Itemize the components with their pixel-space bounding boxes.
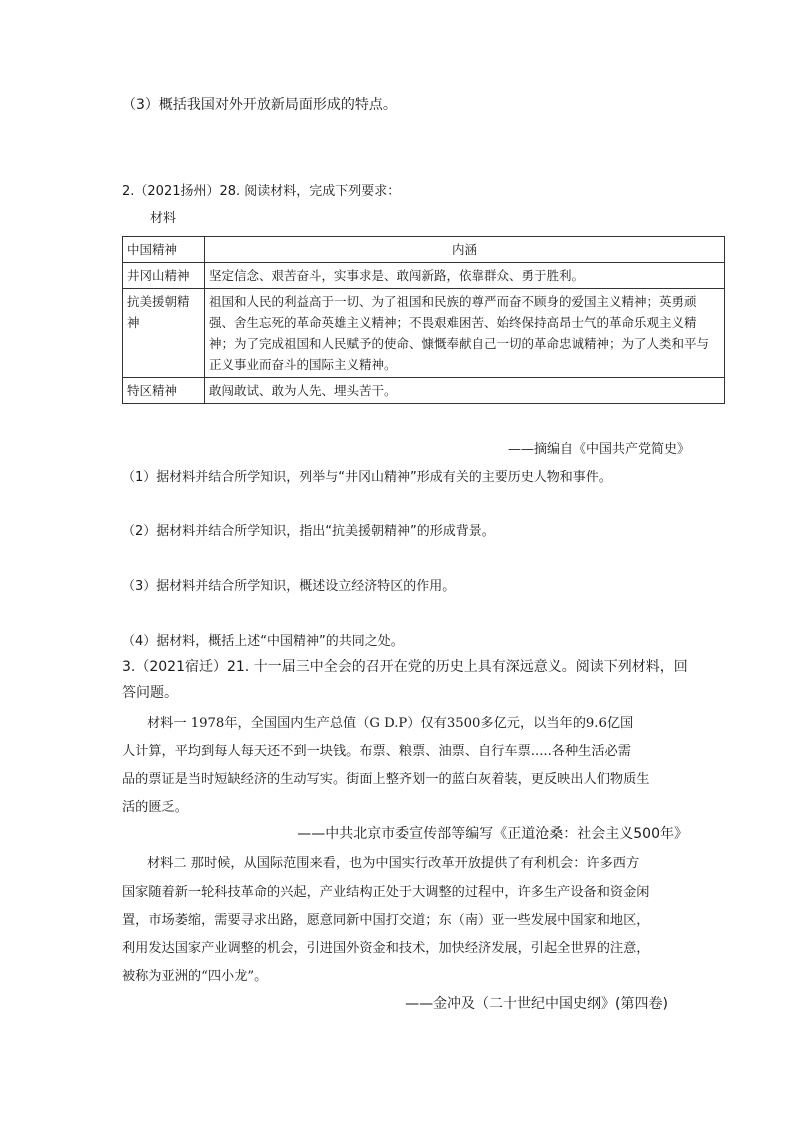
- header-name: 中国精神: [123, 237, 205, 263]
- question-prev-3: （3）概括我国对外开放新局面形成的特点。: [122, 97, 397, 113]
- question-2-1: （1）据材料并结合所学知识，列举与“井冈山精神”形成有关的主要历史人物和事件。: [122, 470, 612, 485]
- question-3-title: 3.（2021宿迁）21. 十一届三中全会的召开在党的历史上具有深远意义。阅读下列材料，回: [122, 659, 688, 675]
- material-2-line: 国家随着新一轮科技革命的兴起，产业结构正处于大调整的过程中，许多生产设备和资金闲: [122, 885, 650, 900]
- spirit-table: [122, 236, 725, 404]
- row-name: 抗美援朝精神: [123, 289, 205, 378]
- material-1-line: 活的匮乏。: [122, 800, 188, 815]
- question-2-2: （2）据材料并结合所学知识，指出“抗美援朝精神”的形成背景。: [122, 524, 495, 539]
- material-2-line: 被称为亚洲的“四小龙”。: [122, 969, 268, 984]
- table-header-row: [123, 237, 725, 263]
- table-row: [123, 263, 725, 289]
- header-content: 内涵: [205, 237, 725, 263]
- question-2-3: （3）据材料并结合所学知识，概述设立经济特区的作用。: [122, 579, 456, 594]
- table-row: [123, 378, 725, 404]
- material-2-line: 利用发达国家产业调整的机会，引进国外资金和技术，加快经济发展，引起全世界的注意，: [122, 941, 650, 956]
- row-content: 坚定信念、艰苦奋斗，实事求是、敢闯新路，依靠群众、勇于胜利。: [205, 263, 725, 289]
- material-label: 材料: [150, 211, 177, 226]
- material-2-line: 置，市场萎缩，需要寻求出路，愿意同新中国打交道；东（南）亚一些发展中国家和地区，: [122, 913, 650, 928]
- table-row: [123, 289, 725, 378]
- question-2-title: 2.（2021扬州）28. 阅读材料，完成下列要求：: [122, 184, 401, 199]
- material-1-line: 品的票证是当时短缺经济的生动写实。街面上整齐划一的蓝白灰着装，更反映出人们物质生: [122, 772, 650, 787]
- material-1-source: ——中共北京市委宣传部等编写《正道沧桑：社会主义500年》: [297, 826, 688, 842]
- row-name: 特区精神: [123, 378, 205, 404]
- source-citation: ——摘编自《中国共产党简史》: [507, 442, 690, 457]
- material-2-source: ——金冲及（二十世纪中国史纲》(第四卷): [405, 996, 668, 1012]
- row-content: 祖国和人民的利益高于一切、为了祖国和民族的尊严而奋不顾身的爱国主义精神；英勇顽强、舍生忘死的革命英雄主义精神；不畏艰难困苦、始终保持高昂士气的革命乐观主义精神；为了完成祖国和人民赋予的使命、慷慨奉献自己一切的革命忠诚精神；为了人类和平与正义事业而奋斗的国际主义精神。: [205, 289, 725, 378]
- material-1-line: 人计算，平均到每人每天还不到一块钱。布票、粮票、油票、自行车票.....各种生活必需: [122, 744, 631, 759]
- material-2-line: 材料二 那时候，从国际范围来看，也为中国实行改革开放提供了有利机会：许多西方: [147, 856, 640, 871]
- question-2-4: （4）据材料，概括上述“中国精神”的共同之处。: [122, 634, 404, 649]
- row-name: 井冈山精神: [123, 263, 205, 289]
- question-3-title-cont: 答问题。: [122, 685, 178, 701]
- row-content: 敢闯敢试、敢为人先、埋头苦干。: [205, 378, 725, 404]
- material-1-line: 材料一 1978年，全国国内生产总值（G D.P）仅有3500多亿元，以当年的9.6亿国: [147, 716, 634, 731]
